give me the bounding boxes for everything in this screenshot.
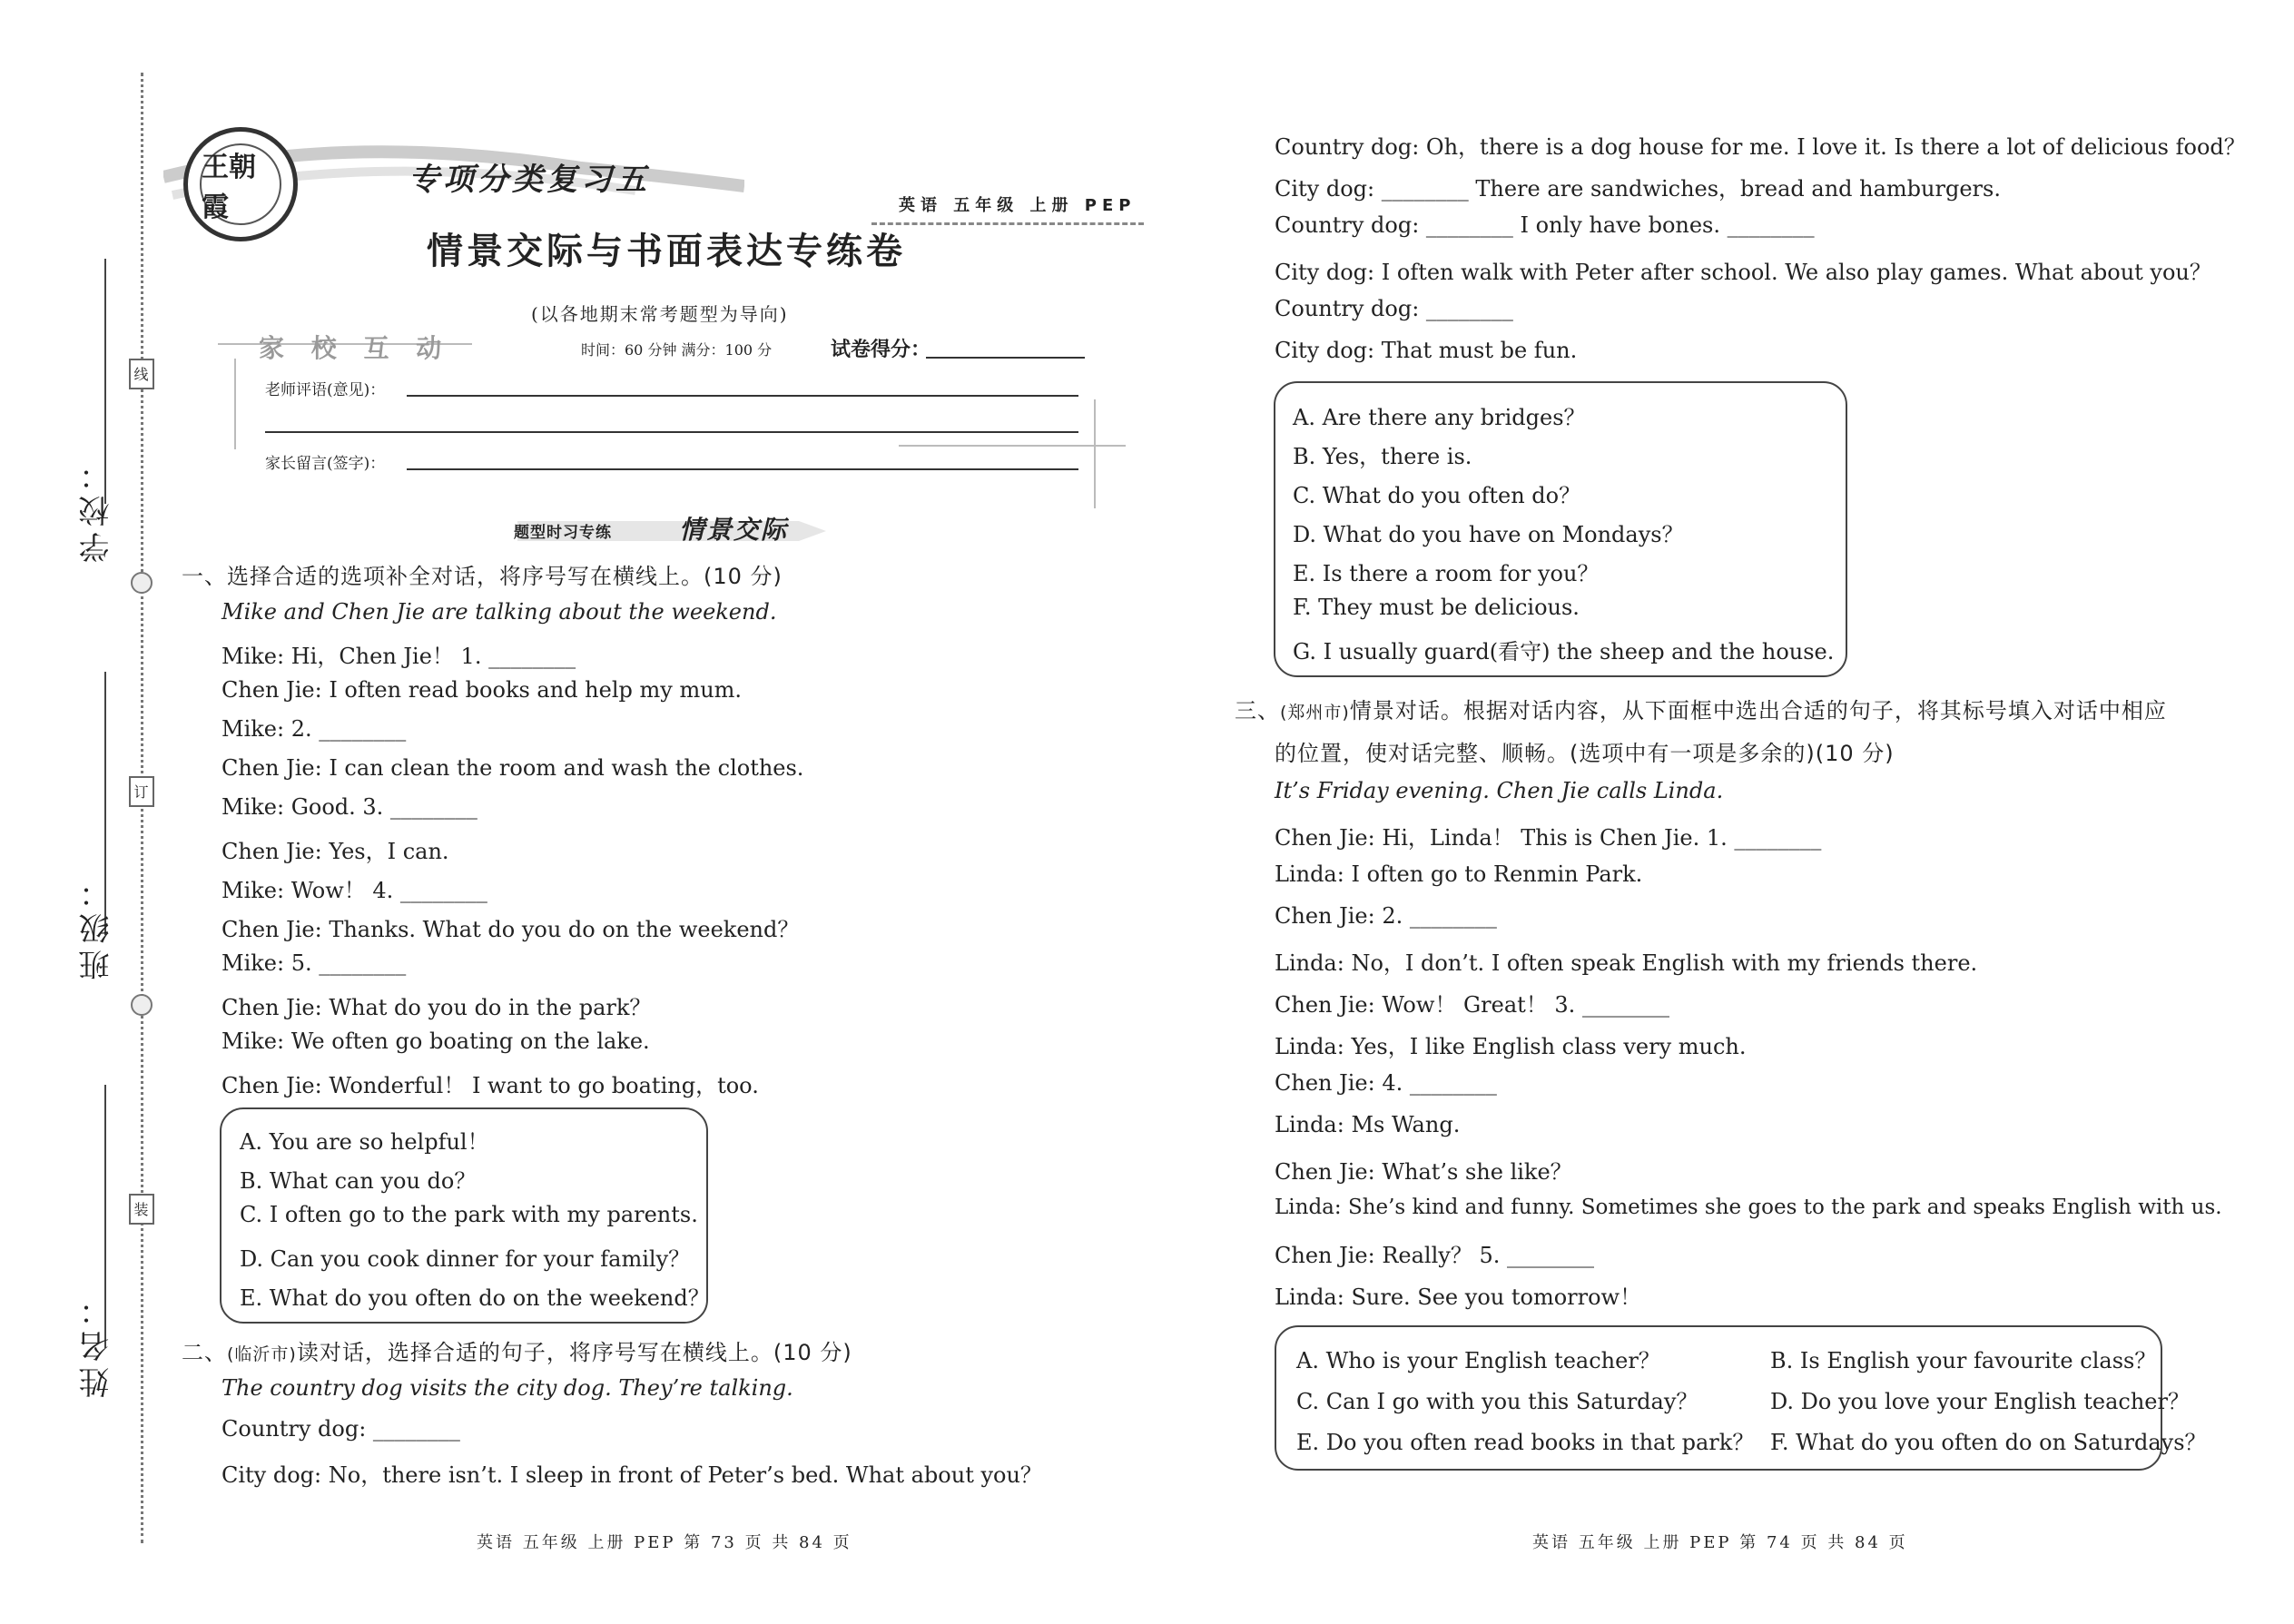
brand-logo [183,127,298,241]
decor-line [899,445,1126,447]
q1-intro: Mike and Chen Jie are talking about the weekend. [222,599,777,625]
binding-dotted-line [141,73,143,1543]
dialogue-line: Linda: I often go to Renmin Park. [1275,861,1643,887]
q1-option: D. Can you cook dinner for your family？ [240,1246,691,1272]
home-school-bar [234,359,236,449]
q1-option: B. What can you do？ [240,1168,477,1194]
binding-mark: 订 [129,776,154,807]
dialogue-line: Mike: 2. ________ [222,716,407,742]
q3-heading-cont: 的位置，使对话完整、顺畅。(选项中有一项是多余的)(10 分) [1275,741,1895,766]
q3-source: (郑州市) [1280,703,1350,723]
tag-divider [871,222,1144,225]
binding-hole-icon [131,572,153,594]
q3-heading [1235,693,2167,724]
teacher-comment-label: 老师评语(意见)： [265,381,386,399]
q1-option: E. What do you often do on the weekend？ [240,1285,710,1311]
dialogue-line: Linda: She’s kind and funny. Sometimes she goes to the park and speaks English with us. [1275,1196,2222,1219]
page-footer-left: 英语 五年级 上册 PEP 第 73 页 共 84 页 [477,1533,852,1552]
q2-option: F. They must be delicious. [1293,595,1580,620]
school-label: 学校： [79,454,115,563]
page-title: 情景交际与书面表达专练卷 [427,230,906,272]
q2-option: C. What do you often do？ [1293,483,1581,508]
dialogue-line: City dog: That must be fun. [1275,338,1578,363]
q2-option: D. What do you have on Mondays？ [1293,522,1684,547]
binding-hole-icon [131,994,153,1016]
dialogue-line: Chen Jie: Thanks. What do you do on the weekend？ [222,917,800,942]
dialogue-line: Chen Jie: I can clean the room and wash the clothes. [222,755,804,781]
binding-mark: 装 [129,1194,154,1225]
dialogue-line: City dog: I often walk with Peter after school. We also play games. What about you？ [1275,260,2211,285]
dialogue-line: Chen Jie: Wonderful！ I want to go boating，too. [222,1073,759,1098]
dialogue-line: Chen Jie: What’s she like？ [1275,1159,1572,1185]
teacher-comment-blank [407,395,1078,397]
teacher-comment-blank [265,431,1078,433]
dialogue-line: Chen Jie: Hi，Linda！ This is Chen Jie. 1. ________ [1275,825,1822,851]
q2-source: (临沂市) [227,1344,297,1364]
dialogue-line: City dog: No，there isn’t. I sleep in front of Peter’s bed. What about you？ [222,1462,1042,1488]
section-banner-right: 情景交际 [679,515,789,545]
parent-comment-label: 家长留言(签字)： [265,455,386,473]
q3-instruction: 情景对话。根据对话内容，从下面框中选出合适的句子，将其标号填入对话中相应 [1349,698,2167,723]
q1-option: C. I often go to the park with my parents. [240,1202,698,1227]
dialogue-line: Country dog: Oh，there is a dog house for me. I love it. Is there a lot of delicious food？ [1275,134,2246,160]
dialogue-line: Country dog: ________ I only have bones. ________ [1275,212,1815,238]
q3-option: F. What do you often do on Saturdays？ [1770,1430,2207,1455]
dialogue-line: Chen Jie: Yes，I can. [222,839,449,864]
q3-option: C. Can I go with you this Saturday？ [1296,1389,1698,1414]
dialogue-line: Mike: We often go boating on the lake. [222,1029,650,1054]
dialogue-line: Linda: Yes，I like English class very much. [1275,1034,1747,1059]
dialogue-line: Linda: No，I don’t. I often speak English with my friends there. [1275,950,1978,976]
q2-option: E. Is there a room for you？ [1293,561,1600,586]
dialogue-line: Mike: 5. ________ [222,950,407,976]
dialogue-line: Country dog: ________ [1275,296,1513,321]
logo-text: 王朝霞 [200,143,281,225]
decor-line [1094,399,1096,508]
q3-intro: It’s Friday evening. Chen Jie calls Linda. [1275,778,1724,803]
dialogue-line: Chen Jie: Wow！ Great！ 3. ________ [1275,992,1669,1018]
dialogue-line: Country dog: ________ [222,1416,460,1442]
dialogue-line: Mike: Wow！ 4. ________ [222,878,487,903]
exam-time-info: 时间：60 分钟 满分：100 分 [581,341,773,359]
q2-heading [182,1334,852,1366]
q3-option: D. Do you love your English teacher？ [1770,1389,2190,1414]
q2-option: A. Are there any bridges？ [1293,405,1586,430]
q2-option: G. I usually guard(看守) the sheep and the house. [1293,639,1835,664]
q3-option: E. Do you often read books in that park？ [1296,1430,1755,1455]
q1-heading: 一、选择合适的选项补全对话，将序号写在横线上。(10 分) [182,564,783,589]
dialogue-line: Linda: Ms Wang. [1275,1112,1461,1137]
binding-mark: 线 [129,359,154,389]
q2-number: 二、 [182,1340,227,1365]
score-label: 试卷得分： [831,339,931,361]
series-title: 专项分类复习五 [409,162,650,198]
q2-intro: The country dog visits the city dog. They’re talking. [222,1375,793,1401]
dialogue-line: Chen Jie: Really？ 5. ________ [1275,1243,1594,1268]
q3-option: B. Is English your favourite class？ [1770,1348,2157,1373]
section-banner-left: 题型时习专练 [514,524,612,542]
dialogue-line: Mike: Good. 3. ________ [222,794,478,820]
q2-option: B. Yes，there is. [1293,444,1472,469]
dialogue-line: Chen Jie: I often read books and help my mum. [222,677,743,703]
class-label: 班级： [79,871,115,980]
parent-comment-blank [407,468,1078,470]
q2-instruction: 读对话，选择合适的句子，将序号写在横线上。(10 分) [296,1340,852,1365]
grade-tag: 英语 五年级 上册 PEP [899,196,1137,215]
home-school-label: 家 校 互 动 [259,333,451,363]
page-subtitle: (以各地期末常考题型为导向) [531,303,789,325]
dialogue-line: Chen Jie: 2. ________ [1275,903,1497,929]
dialogue-line: City dog: ________ There are sandwiches，bread and hamburgers. [1275,176,2001,202]
page-footer-right: 英语 五年级 上册 PEP 第 74 页 共 84 页 [1532,1533,1908,1552]
dialogue-line: Linda: Sure. See you tomorrow！ [1275,1284,1642,1310]
dialogue-line: Chen Jie: 4. ________ [1275,1070,1497,1096]
q3-number: 三、 [1235,698,1280,723]
dialogue-line: Chen Jie: What do you do in the park？ [222,995,652,1020]
q3-option: A. Who is your English teacher？ [1296,1348,1660,1373]
name-label: 姓名： [79,1289,115,1398]
score-blank [926,357,1085,359]
dialogue-line: Mike: Hi，Chen Jie！ 1. ________ [222,644,576,669]
q1-option: A. You are so helpful！ [240,1129,489,1155]
